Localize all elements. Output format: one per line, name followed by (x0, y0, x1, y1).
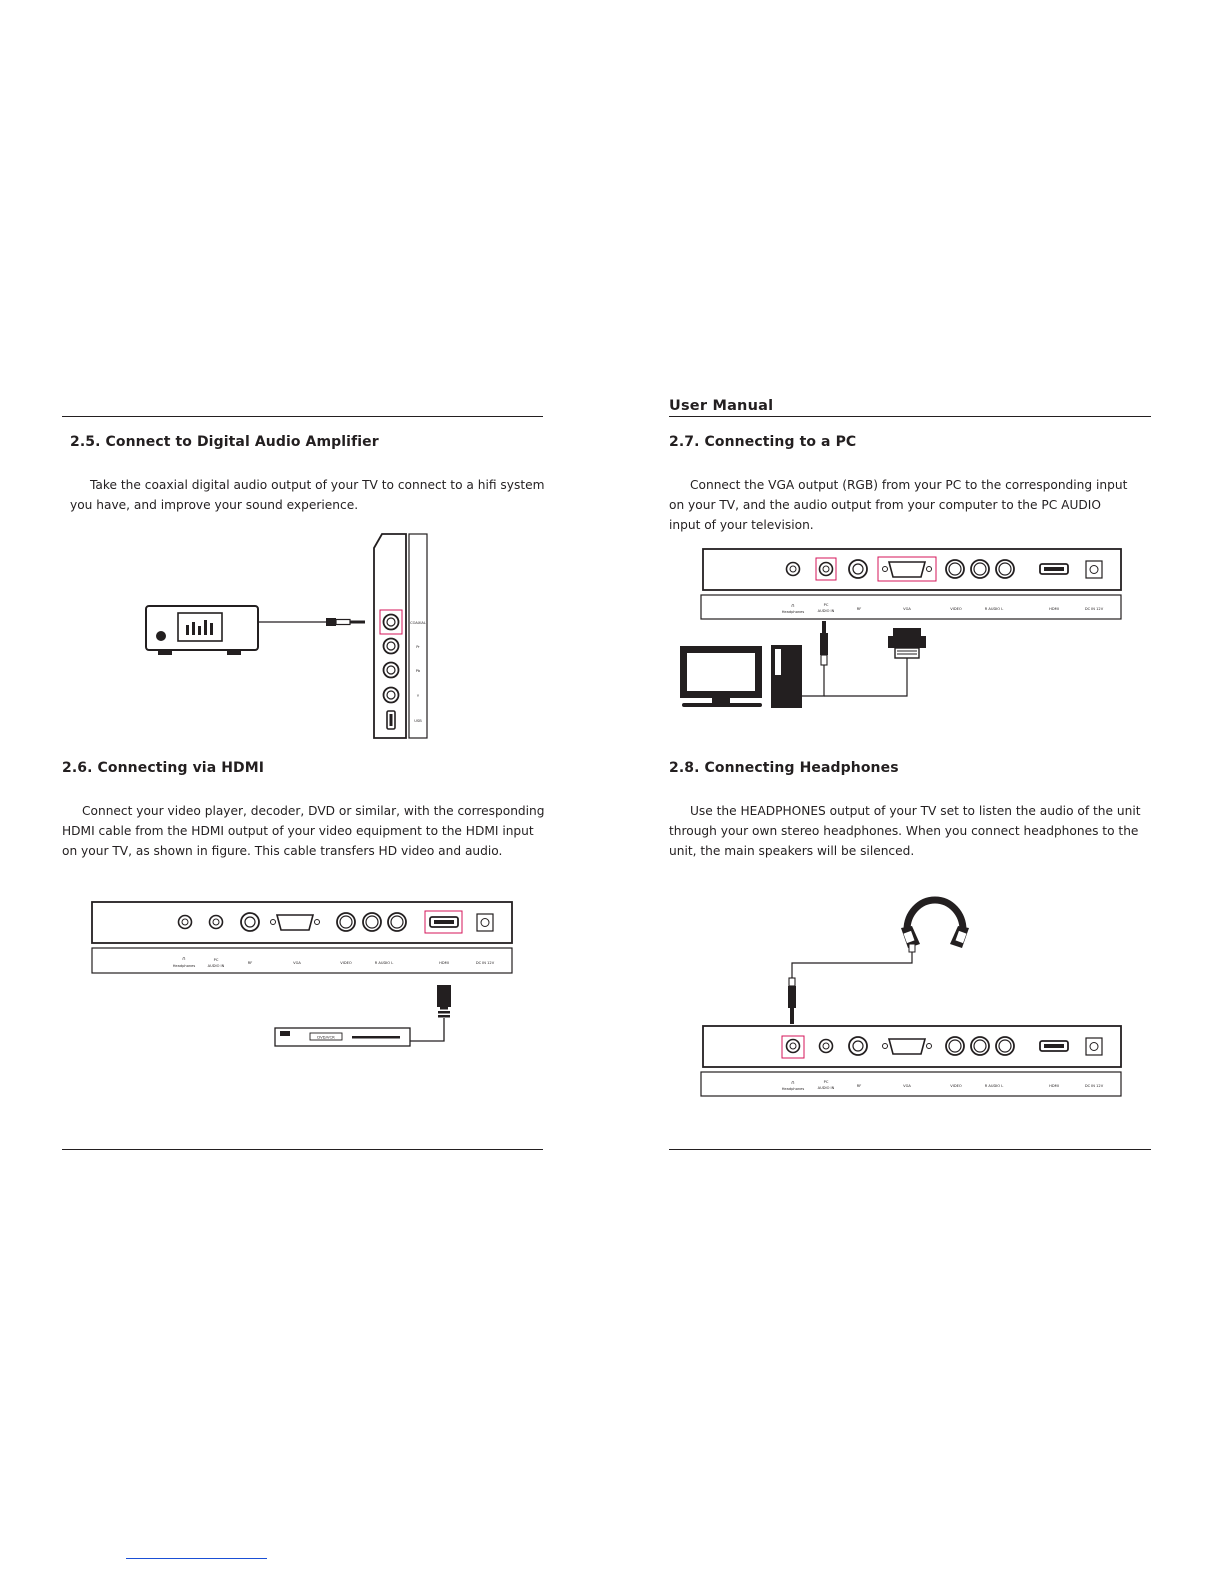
section-title-2-7: 2.7. Connecting to a PC (669, 434, 857, 450)
panel-label-vga-pc: VGA (903, 607, 911, 611)
panel-label-hdmi-pc: HDMI (1049, 607, 1059, 611)
side-label-pb: Pb (415, 669, 421, 673)
panel-label-headphones-pc: Headphones (781, 610, 805, 614)
panel-label-audio-in-pc: AUDIO IN (817, 609, 835, 613)
section-2-6-line-2: HDMI cable from the HDMI output of your video equipment to the HDMI input (62, 824, 534, 838)
section-2-8-line-3: unit, the main speakers will be silenced. (669, 844, 915, 858)
section-2-5-line-2: you have, and improve your sound experience. (70, 498, 359, 512)
section-title-2-8: 2.8. Connecting Headphones (669, 760, 899, 776)
headphones-glyph-pc: ∩ (791, 603, 795, 609)
left-bottom-rule (62, 1149, 543, 1150)
page-header-title: User Manual (669, 398, 774, 414)
panel-label-audio: R AUDIO L (374, 961, 394, 965)
section-2-6-line-3: on your TV, as shown in figure. This cable transfers HD video and audio. (62, 844, 503, 858)
panel-label-pc-hp: PC (823, 1080, 829, 1084)
panel-label-pc: PC (213, 958, 219, 962)
right-bottom-rule (669, 1149, 1151, 1150)
panel-label-headphones-hp: Headphones (781, 1087, 805, 1091)
panel-label-dc-hp: DC IN 12V (1084, 1084, 1104, 1088)
section-2-6-line-1: Connect your video player, decoder, DVD or similar, with the corresponding (82, 804, 545, 818)
panel-label-hdmi: HDMI (439, 961, 449, 965)
panel-label-rf-pc: RF (856, 607, 862, 611)
section-title-2-6: 2.6. Connecting via HDMI (62, 760, 265, 776)
panel-label-video: VIDEO (340, 961, 352, 965)
headphones-glyph: ∩ (182, 956, 186, 962)
panel-label-vga-hp: VGA (903, 1084, 911, 1088)
panel-label-hdmi-hp: HDMI (1049, 1084, 1059, 1088)
panel-label-rf-hp: RF (856, 1084, 862, 1088)
side-label-pr: Pr (416, 645, 420, 649)
panel-label-dc-pc: DC IN 12V (1084, 607, 1104, 611)
panel-label-audio-in: AUDIO IN (207, 964, 225, 968)
side-label-usb: USB (414, 719, 422, 723)
panel-label-video-pc: VIDEO (950, 607, 962, 611)
section-2-8-line-2: through your own stereo headphones. When you connect headphones to the (669, 824, 1139, 838)
section-2-7-line-2: on your TV, and the audio output from your computer to the PC AUDIO (669, 498, 1101, 512)
panel-label-audio-in-hp: AUDIO IN (817, 1086, 835, 1090)
side-label-coaxial: COAXIAL (410, 621, 426, 625)
headphones-glyph-hp: ∩ (791, 1080, 795, 1086)
dvd-player-label: DVD/VCR (317, 1034, 335, 1040)
panel-label-rf: RF (247, 961, 253, 965)
panel-label-audio-pc: R AUDIO L (984, 607, 1004, 611)
panel-label-pc-pc: PC (823, 603, 829, 607)
side-label-y: Y (416, 694, 420, 698)
section-2-8-line-1: Use the HEADPHONES output of your TV set to listen the audio of the unit (690, 804, 1141, 818)
section-2-7-line-1: Connect the VGA output (RGB) from your PC to the corresponding input (690, 478, 1128, 492)
panel-label-headphones: Headphones (172, 964, 196, 968)
section-2-7-line-3: input of your television. (669, 518, 814, 532)
panel-label-dc: DC IN 12V (475, 961, 495, 965)
section-2-5-line-1: Take the coaxial digital audio output of your TV to connect to a hifi system (90, 478, 545, 492)
headphones-icon (901, 900, 969, 948)
panel-label-vga: VGA (293, 961, 301, 965)
panel-label-audio-hp: R AUDIO L (984, 1084, 1004, 1088)
bottom-link-underline (126, 1558, 267, 1559)
section-title-2-5: 2.5. Connect to Digital Audio Amplifier (70, 434, 379, 450)
panel-label-video-hp: VIDEO (950, 1084, 962, 1088)
